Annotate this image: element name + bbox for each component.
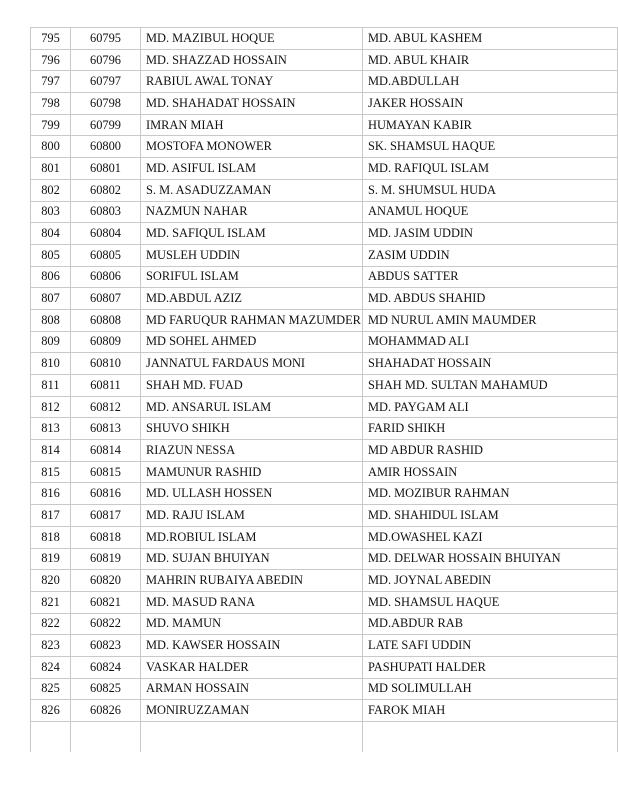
name-cell: MD. SAFIQUL ISLAM bbox=[141, 223, 363, 245]
serial-number-cell: 795 bbox=[31, 28, 71, 50]
table-row bbox=[31, 418, 618, 440]
id-number-cell: 60801 bbox=[71, 158, 141, 180]
table-row bbox=[31, 440, 618, 462]
serial-number-cell: 822 bbox=[31, 613, 71, 635]
name-cell: MD. ANSARUL ISLAM bbox=[141, 396, 363, 418]
table-row bbox=[31, 49, 618, 71]
name-cell: MD. SUJAN BHUIYAN bbox=[141, 548, 363, 570]
table-row bbox=[31, 331, 618, 353]
serial-number-cell: 813 bbox=[31, 418, 71, 440]
id-number-cell: 60800 bbox=[71, 136, 141, 158]
name-cell: IMRAN MIAH bbox=[141, 114, 363, 136]
name-cell: MD SOHEL AHMED bbox=[141, 331, 363, 353]
serial-number-cell: 799 bbox=[31, 114, 71, 136]
name-cell: MOSTOFA MONOWER bbox=[141, 136, 363, 158]
id-number-cell: 60823 bbox=[71, 635, 141, 657]
id-number-cell: 60809 bbox=[71, 331, 141, 353]
table-row bbox=[31, 505, 618, 527]
table-row bbox=[31, 678, 618, 700]
name-cell: JANNATUL FARDAUS MONI bbox=[141, 353, 363, 375]
name-cell: MD. MASUD RANA bbox=[141, 591, 363, 613]
table-row bbox=[31, 158, 618, 180]
table-row bbox=[31, 483, 618, 505]
serial-number-cell: 821 bbox=[31, 591, 71, 613]
empty-cell bbox=[363, 722, 618, 752]
serial-number-cell: 812 bbox=[31, 396, 71, 418]
document-sheet bbox=[30, 27, 617, 752]
name-cell: SORIFUL ISLAM bbox=[141, 266, 363, 288]
name-cell: MD. RAJU ISLAM bbox=[141, 505, 363, 527]
father-name-cell: MD. PAYGAM ALI bbox=[363, 396, 618, 418]
empty-cell bbox=[71, 722, 141, 752]
id-number-cell: 60812 bbox=[71, 396, 141, 418]
table-row bbox=[31, 656, 618, 678]
name-cell: RABIUL AWAL TONAY bbox=[141, 71, 363, 93]
father-name-cell: FAROK MIAH bbox=[363, 700, 618, 722]
records-table-body bbox=[31, 28, 618, 752]
name-cell: MD FARUQUR RAHMAN MAZUMDER bbox=[141, 309, 363, 331]
table-row bbox=[31, 635, 618, 657]
serial-number-cell: 804 bbox=[31, 223, 71, 245]
id-number-cell: 60808 bbox=[71, 309, 141, 331]
name-cell: SHUVO SHIKH bbox=[141, 418, 363, 440]
id-number-cell: 60796 bbox=[71, 49, 141, 71]
serial-number-cell: 817 bbox=[31, 505, 71, 527]
father-name-cell: ANAMUL HOQUE bbox=[363, 201, 618, 223]
serial-number-cell: 807 bbox=[31, 288, 71, 310]
id-number-cell: 60798 bbox=[71, 93, 141, 115]
id-number-cell: 60819 bbox=[71, 548, 141, 570]
id-number-cell: 60815 bbox=[71, 461, 141, 483]
serial-number-cell: 823 bbox=[31, 635, 71, 657]
records-table bbox=[30, 27, 618, 752]
id-number-cell: 60803 bbox=[71, 201, 141, 223]
id-number-cell: 60820 bbox=[71, 570, 141, 592]
id-number-cell: 60816 bbox=[71, 483, 141, 505]
father-name-cell: MOHAMMAD ALI bbox=[363, 331, 618, 353]
id-number-cell: 60807 bbox=[71, 288, 141, 310]
serial-number-cell: 825 bbox=[31, 678, 71, 700]
empty-cell bbox=[31, 722, 71, 752]
id-number-cell: 60817 bbox=[71, 505, 141, 527]
id-number-cell: 60826 bbox=[71, 700, 141, 722]
name-cell: MD. MAZIBUL HOQUE bbox=[141, 28, 363, 50]
table-row bbox=[31, 591, 618, 613]
id-number-cell: 60818 bbox=[71, 526, 141, 548]
serial-number-cell: 806 bbox=[31, 266, 71, 288]
serial-number-cell: 803 bbox=[31, 201, 71, 223]
table-row bbox=[31, 613, 618, 635]
father-name-cell: MD. RAFIQUL ISLAM bbox=[363, 158, 618, 180]
id-number-cell: 60795 bbox=[71, 28, 141, 50]
table-row bbox=[31, 201, 618, 223]
table-row bbox=[31, 526, 618, 548]
name-cell: MD. MAMUN bbox=[141, 613, 363, 635]
name-cell: NAZMUN NAHAR bbox=[141, 201, 363, 223]
father-name-cell: SK. SHAMSUL HAQUE bbox=[363, 136, 618, 158]
id-number-cell: 60814 bbox=[71, 440, 141, 462]
id-number-cell: 60821 bbox=[71, 591, 141, 613]
father-name-cell: LATE SAFI UDDIN bbox=[363, 635, 618, 657]
serial-number-cell: 797 bbox=[31, 71, 71, 93]
name-cell: MD. SHAHADAT HOSSAIN bbox=[141, 93, 363, 115]
table-row bbox=[31, 93, 618, 115]
father-name-cell: ABDUS SATTER bbox=[363, 266, 618, 288]
name-cell: MUSLEH UDDIN bbox=[141, 244, 363, 266]
id-number-cell: 60799 bbox=[71, 114, 141, 136]
table-row bbox=[31, 71, 618, 93]
id-number-cell: 60810 bbox=[71, 353, 141, 375]
name-cell: MD. SHAZZAD HOSSAIN bbox=[141, 49, 363, 71]
id-number-cell: 60797 bbox=[71, 71, 141, 93]
serial-number-cell: 826 bbox=[31, 700, 71, 722]
name-cell: S. M. ASADUZZAMAN bbox=[141, 179, 363, 201]
father-name-cell: S. M. SHUMSUL HUDA bbox=[363, 179, 618, 201]
id-number-cell: 60824 bbox=[71, 656, 141, 678]
id-number-cell: 60813 bbox=[71, 418, 141, 440]
father-name-cell: HUMAYAN KABIR bbox=[363, 114, 618, 136]
name-cell: VASKAR HALDER bbox=[141, 656, 363, 678]
serial-number-cell: 810 bbox=[31, 353, 71, 375]
id-number-cell: 60802 bbox=[71, 179, 141, 201]
table-row bbox=[31, 28, 618, 50]
name-cell: MD. ASIFUL ISLAM bbox=[141, 158, 363, 180]
father-name-cell: MD. JOYNAL ABEDIN bbox=[363, 570, 618, 592]
name-cell: MD.ROBIUL ISLAM bbox=[141, 526, 363, 548]
name-cell: MD. KAWSER HOSSAIN bbox=[141, 635, 363, 657]
id-number-cell: 60806 bbox=[71, 266, 141, 288]
father-name-cell: MD.ABDULLAH bbox=[363, 71, 618, 93]
name-cell: MAHRIN RUBAIYA ABEDIN bbox=[141, 570, 363, 592]
father-name-cell: MD. JASIM UDDIN bbox=[363, 223, 618, 245]
table-row bbox=[31, 375, 618, 397]
father-name-cell: AMIR HOSSAIN bbox=[363, 461, 618, 483]
table-row bbox=[31, 114, 618, 136]
table-row bbox=[31, 570, 618, 592]
father-name-cell: FARID SHIKH bbox=[363, 418, 618, 440]
table-row bbox=[31, 309, 618, 331]
father-name-cell: MD ABDUR RASHID bbox=[363, 440, 618, 462]
id-number-cell: 60822 bbox=[71, 613, 141, 635]
serial-number-cell: 802 bbox=[31, 179, 71, 201]
table-row bbox=[31, 396, 618, 418]
name-cell: MD. ULLASH HOSSEN bbox=[141, 483, 363, 505]
father-name-cell: ZASIM UDDIN bbox=[363, 244, 618, 266]
name-cell: RIAZUN NESSA bbox=[141, 440, 363, 462]
table-continuation-row bbox=[31, 722, 618, 752]
name-cell: MONIRUZZAMAN bbox=[141, 700, 363, 722]
father-name-cell: MD. ABDUS SHAHID bbox=[363, 288, 618, 310]
table-row bbox=[31, 179, 618, 201]
father-name-cell: SHAH MD. SULTAN MAHAMUD bbox=[363, 375, 618, 397]
father-name-cell: MD.ABDUR RAB bbox=[363, 613, 618, 635]
table-row bbox=[31, 353, 618, 375]
empty-cell bbox=[141, 722, 363, 752]
serial-number-cell: 824 bbox=[31, 656, 71, 678]
father-name-cell: MD. MOZIBUR RAHMAN bbox=[363, 483, 618, 505]
id-number-cell: 60805 bbox=[71, 244, 141, 266]
name-cell: SHAH MD. FUAD bbox=[141, 375, 363, 397]
serial-number-cell: 796 bbox=[31, 49, 71, 71]
father-name-cell: MD. ABUL KHAIR bbox=[363, 49, 618, 71]
name-cell: MD.ABDUL AZIZ bbox=[141, 288, 363, 310]
serial-number-cell: 811 bbox=[31, 375, 71, 397]
serial-number-cell: 814 bbox=[31, 440, 71, 462]
father-name-cell: MD. DELWAR HOSSAIN BHUIYAN bbox=[363, 548, 618, 570]
serial-number-cell: 816 bbox=[31, 483, 71, 505]
table-row bbox=[31, 244, 618, 266]
serial-number-cell: 800 bbox=[31, 136, 71, 158]
father-name-cell: MD SOLIMULLAH bbox=[363, 678, 618, 700]
serial-number-cell: 805 bbox=[31, 244, 71, 266]
serial-number-cell: 818 bbox=[31, 526, 71, 548]
serial-number-cell: 819 bbox=[31, 548, 71, 570]
name-cell: ARMAN HOSSAIN bbox=[141, 678, 363, 700]
serial-number-cell: 820 bbox=[31, 570, 71, 592]
id-number-cell: 60825 bbox=[71, 678, 141, 700]
father-name-cell: MD. SHAHIDUL ISLAM bbox=[363, 505, 618, 527]
serial-number-cell: 808 bbox=[31, 309, 71, 331]
serial-number-cell: 801 bbox=[31, 158, 71, 180]
id-number-cell: 60804 bbox=[71, 223, 141, 245]
serial-number-cell: 798 bbox=[31, 93, 71, 115]
father-name-cell: MD NURUL AMIN MAUMDER bbox=[363, 309, 618, 331]
table-row bbox=[31, 266, 618, 288]
table-row bbox=[31, 288, 618, 310]
father-name-cell: MD. ABUL KASHEM bbox=[363, 28, 618, 50]
table-row bbox=[31, 461, 618, 483]
table-row bbox=[31, 223, 618, 245]
table-row bbox=[31, 548, 618, 570]
father-name-cell: MD.OWASHEL KAZI bbox=[363, 526, 618, 548]
table-row bbox=[31, 136, 618, 158]
table-row bbox=[31, 700, 618, 722]
father-name-cell: SHAHADAT HOSSAIN bbox=[363, 353, 618, 375]
serial-number-cell: 809 bbox=[31, 331, 71, 353]
father-name-cell: PASHUPATI HALDER bbox=[363, 656, 618, 678]
serial-number-cell: 815 bbox=[31, 461, 71, 483]
father-name-cell: JAKER HOSSAIN bbox=[363, 93, 618, 115]
id-number-cell: 60811 bbox=[71, 375, 141, 397]
father-name-cell: MD. SHAMSUL HAQUE bbox=[363, 591, 618, 613]
name-cell: MAMUNUR RASHID bbox=[141, 461, 363, 483]
